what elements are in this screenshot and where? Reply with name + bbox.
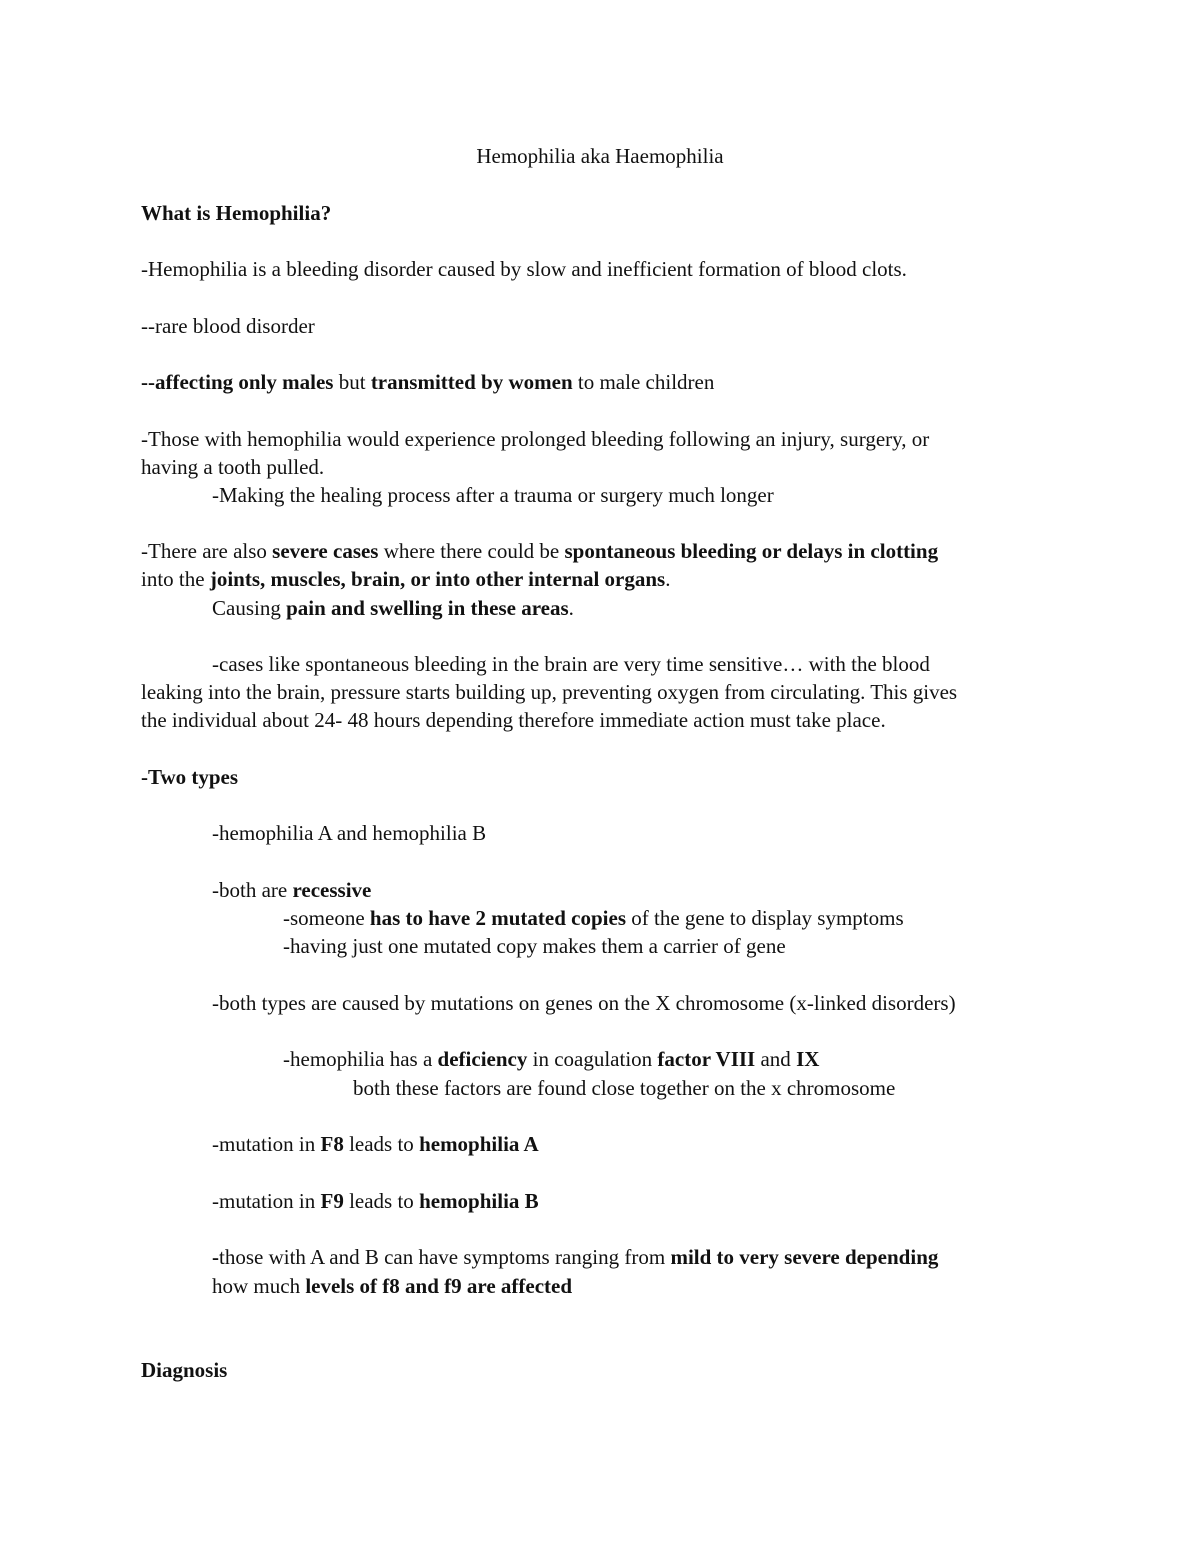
text-run: -both are xyxy=(212,878,293,902)
bold-text: F9 xyxy=(320,1189,344,1213)
text-run: how much xyxy=(212,1274,306,1298)
symptoms-line-2 xyxy=(212,1272,572,1300)
prolonged-line-2: having a tooth pulled. xyxy=(141,455,325,479)
rare-line: --rare blood disorder xyxy=(141,314,315,338)
bold-text: joints, muscles, brain, or into other internal organs xyxy=(209,567,666,591)
bold-text: hemophilia B xyxy=(419,1189,539,1213)
factors-location-line: both these factors are found close together on the x chromosome xyxy=(353,1076,896,1100)
bold-text: pain and swelling in these areas xyxy=(286,596,569,620)
text-run: and xyxy=(755,1047,797,1071)
bold-text: severe cases xyxy=(272,539,379,563)
severe-line-2 xyxy=(141,565,670,593)
text-run: in coagulation xyxy=(527,1047,658,1071)
text-run: but xyxy=(333,370,371,394)
text-run: -mutation in xyxy=(212,1132,321,1156)
bold-text: - xyxy=(212,1245,219,1269)
text-run: -mutation in xyxy=(212,1189,321,1213)
text-run: to male children xyxy=(572,370,715,394)
text-run: leads to xyxy=(343,1132,420,1156)
cases-line-2: leaking into the brain, pressure starts building up, preventing oxygen from circulating. This gives xyxy=(141,680,958,704)
text-run: those with A and B can have symptoms ranging from xyxy=(219,1245,671,1269)
bold-text: mild to very severe depending xyxy=(670,1245,939,1269)
symptoms-line-1 xyxy=(212,1243,938,1271)
cases-line-1: -cases like spontaneous bleeding in the brain are very time sensitive… with the blood xyxy=(212,652,930,676)
severe-line-1 xyxy=(141,537,938,565)
mutated-copies-line xyxy=(283,904,904,932)
text-run: Causing xyxy=(212,596,287,620)
bold-text: IX xyxy=(796,1047,820,1071)
section-heading-two-types: -Two types xyxy=(141,765,239,789)
bold-text: recessive xyxy=(292,878,372,902)
text-run: -someone xyxy=(283,906,370,930)
types-line: -hemophilia A and hemophilia B xyxy=(212,821,487,845)
f8-mutation-line xyxy=(212,1130,539,1158)
f9-mutation-line xyxy=(212,1187,539,1215)
bold-text: deficiency xyxy=(437,1047,528,1071)
document-title: Hemophilia aka Haemophilia xyxy=(476,144,724,168)
bold-text: factor VIII xyxy=(657,1047,756,1071)
cases-line-3: the individual about 24- 48 hours depending therefore immediate action must take place. xyxy=(141,708,886,732)
bold-text: has to have 2 mutated copies xyxy=(369,906,626,930)
recessive-line xyxy=(212,876,371,904)
text-run: . xyxy=(568,596,574,620)
bold-text: levels of f8 and f9 are affected xyxy=(305,1274,573,1298)
text-run: -hemophilia has a xyxy=(283,1047,438,1071)
text-run: into the xyxy=(141,567,210,591)
section-heading-what-is: What is Hemophilia? xyxy=(141,201,332,225)
bold-text: spontaneous bleeding or delays in clotting xyxy=(564,539,939,563)
bold-text: hemophilia A xyxy=(419,1132,539,1156)
text-run: leads to xyxy=(343,1189,420,1213)
affecting-line xyxy=(141,368,714,396)
bold-text: F8 xyxy=(320,1132,344,1156)
text-run: . xyxy=(665,567,671,591)
deficiency-line xyxy=(283,1045,819,1073)
bold-text: transmitted by women xyxy=(370,370,573,394)
text-run: of the gene to display symptoms xyxy=(626,906,904,930)
healing-line: -Making the healing process after a trauma or surgery much longer xyxy=(212,483,774,507)
severe-line-3 xyxy=(212,594,574,622)
bold-text: --affecting only males xyxy=(141,370,334,394)
section-heading-diagnosis: Diagnosis xyxy=(141,1358,228,1382)
prolonged-line-1: -Those with hemophilia would experience prolonged bleeding following an injury, surgery, or xyxy=(141,427,930,451)
text-run: where there could be xyxy=(378,539,565,563)
carrier-line: -having just one mutated copy makes them a carrier of gene xyxy=(283,934,786,958)
definition-line: -Hemophilia is a bleeding disorder caused by slow and inefficient formation of blood clots. xyxy=(141,257,907,281)
x-linked-line: -both types are caused by mutations on genes on the X chromosome (x-linked disorders) xyxy=(212,991,956,1015)
text-run: -There are also xyxy=(141,539,273,563)
